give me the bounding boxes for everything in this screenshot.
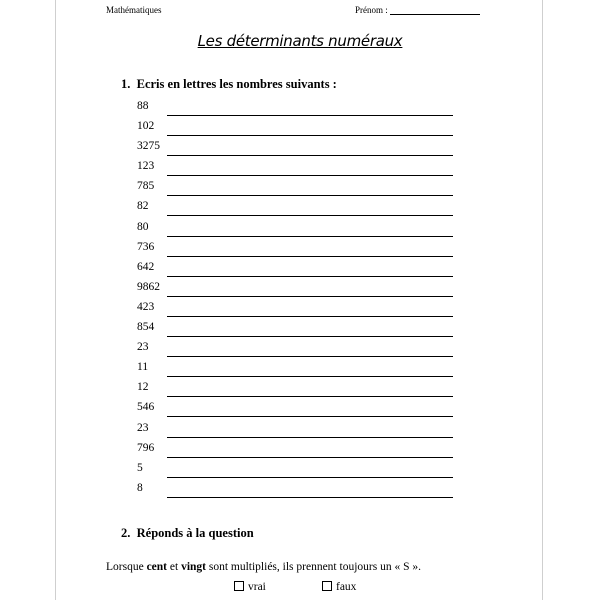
answer-line[interactable] <box>167 175 453 176</box>
number-value: 546 <box>137 401 155 414</box>
number-row <box>137 442 457 462</box>
number-row <box>137 221 457 241</box>
number-row <box>137 241 457 261</box>
number-value: 8 <box>137 481 143 494</box>
prenom-blank[interactable] <box>390 5 480 15</box>
answer-line[interactable] <box>167 256 453 257</box>
number-row <box>137 381 457 401</box>
statement-post: sont multipliés, ils prennent toujours un « S ». <box>205 561 421 573</box>
section-2-title: Réponds à la question <box>136 526 254 540</box>
prenom-label: Prénom : <box>355 5 388 15</box>
section-1-title: Ecris en lettres les nombres suivants : <box>136 77 337 91</box>
number-row <box>137 200 457 220</box>
number-value: 102 <box>137 120 155 133</box>
number-row <box>137 120 457 140</box>
number-row <box>137 301 457 321</box>
statement-word-vingt: vingt <box>181 561 206 573</box>
number-value: 12 <box>137 381 149 394</box>
answer-line[interactable] <box>167 195 453 196</box>
section-1-heading <box>121 77 337 92</box>
answer-line[interactable] <box>167 316 453 317</box>
answer-line[interactable] <box>167 356 453 357</box>
answer-line[interactable] <box>167 376 453 377</box>
option-faux-label: faux <box>336 581 357 593</box>
number-row <box>137 361 457 381</box>
option-faux[interactable] <box>322 581 356 593</box>
number-row <box>137 482 457 502</box>
number-value: 9862 <box>137 280 160 293</box>
prenom-field <box>355 5 480 15</box>
section-2-number: 2. <box>121 526 131 540</box>
answer-line[interactable] <box>167 336 453 337</box>
number-value: 796 <box>137 441 155 454</box>
number-row <box>137 100 457 120</box>
question-statement <box>106 561 421 573</box>
option-vrai-label: vrai <box>248 581 266 593</box>
number-row <box>137 140 457 160</box>
answer-line[interactable] <box>167 296 453 297</box>
statement-pre: Lorsque <box>106 561 147 573</box>
answer-line[interactable] <box>167 115 453 116</box>
answer-line[interactable] <box>167 437 453 438</box>
statement-word-cent: cent <box>146 561 167 573</box>
section-2-heading <box>121 526 254 541</box>
answer-line[interactable] <box>167 396 453 397</box>
number-value: 5 <box>137 461 143 474</box>
number-value: 82 <box>137 200 149 213</box>
number-value: 80 <box>137 220 149 233</box>
number-value: 11 <box>137 361 149 374</box>
number-row <box>137 422 457 442</box>
answer-line[interactable] <box>167 135 453 136</box>
number-value: 123 <box>137 160 155 173</box>
statement-mid: et <box>167 561 182 573</box>
number-value: 854 <box>137 321 155 334</box>
number-row <box>137 281 457 301</box>
number-row <box>137 462 457 482</box>
answer-line[interactable] <box>167 236 453 237</box>
number-row <box>137 341 457 361</box>
number-value: 785 <box>137 180 155 193</box>
answer-line[interactable] <box>167 477 453 478</box>
number-value: 423 <box>137 300 155 313</box>
number-value: 88 <box>137 100 149 112</box>
answer-line[interactable] <box>167 155 453 156</box>
answer-line[interactable] <box>167 276 453 277</box>
answer-line[interactable] <box>167 457 453 458</box>
number-value: 736 <box>137 240 155 253</box>
page-title: Les déterminants numéraux <box>197 32 403 50</box>
answer-line[interactable] <box>167 497 453 498</box>
checkbox-vrai[interactable] <box>234 581 244 591</box>
number-value: 642 <box>137 260 155 273</box>
number-row <box>137 401 457 421</box>
number-value: 23 <box>137 341 149 354</box>
answer-line[interactable] <box>167 215 453 216</box>
number-row <box>137 261 457 281</box>
number-list <box>137 100 457 502</box>
number-value: 23 <box>137 421 149 434</box>
checkbox-faux[interactable] <box>322 581 332 591</box>
section-1-number: 1. <box>121 77 131 91</box>
number-row <box>137 160 457 180</box>
subject-label: Mathématiques <box>106 5 162 15</box>
number-value: 3275 <box>137 140 160 153</box>
answer-line[interactable] <box>167 416 453 417</box>
number-row <box>137 321 457 341</box>
option-vrai[interactable] <box>234 581 266 593</box>
number-row <box>137 180 457 200</box>
